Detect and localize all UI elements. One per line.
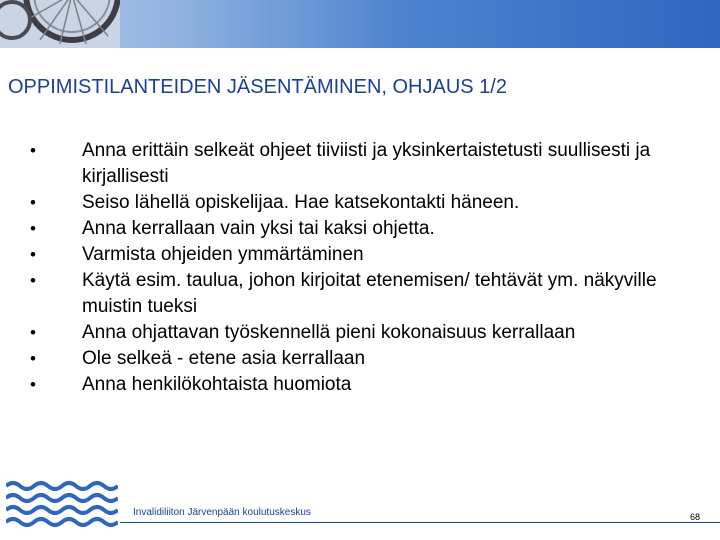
bullet-dot: •	[30, 219, 36, 238]
bullet-dot: •	[30, 193, 36, 212]
bullet-item	[0, 268, 707, 320]
bullet-text: Anna erittäin selkeät ohjeet tiiviisti ja yksinkertaistetusti suullisesti ja kirjallisesti	[82, 140, 651, 187]
bullet-dot: •	[30, 141, 36, 160]
footer-organization: Invalidiliiton Järvenpään koulutuskeskus	[133, 507, 311, 518]
slide-title: OPPIMISTILANTEIDEN JÄSENTÄMINEN, OHJAUS 1/2	[8, 76, 507, 98]
bullet-text: Varmista ohjeiden ymmärtäminen	[82, 244, 364, 265]
wheelchair-wheel-photo-icon	[0, 0, 120, 48]
header-banner	[0, 0, 720, 48]
bullet-dot: •	[30, 245, 36, 264]
bullet-text: Anna henkilökohtaista huomiota	[82, 374, 352, 395]
bullet-item	[0, 216, 707, 242]
bullet-item	[0, 372, 707, 398]
bullet-text: Ole selkeä - etene asia kerrallaan	[82, 348, 366, 369]
footer-divider	[120, 522, 720, 523]
bullet-item	[0, 242, 707, 268]
bullet-item	[0, 138, 707, 190]
bullet-dot: •	[30, 375, 36, 394]
bullet-dot: •	[30, 271, 36, 290]
bullet-item	[0, 346, 707, 372]
bullet-text: Käytä esim. taulua, johon kirjoitat etenemisen/ tehtävät ym. näkyville muistin tueksi	[82, 270, 657, 317]
bullet-item	[0, 320, 707, 346]
wave-logo-icon	[6, 476, 118, 536]
bullet-text: Anna kerrallaan vain yksi tai kaksi ohjetta.	[82, 218, 435, 239]
bullet-list	[0, 138, 720, 398]
bullet-dot: •	[30, 349, 36, 368]
bullet-text: Seiso lähellä opiskelijaa. Hae katsekontakti häneen.	[82, 192, 520, 213]
bullet-text: Anna ohjattavan työskennellä pieni kokonaisuus kerrallaan	[82, 322, 576, 343]
bullet-dot: •	[30, 323, 36, 342]
bullet-item	[0, 190, 707, 216]
page-number: 68	[690, 512, 701, 522]
